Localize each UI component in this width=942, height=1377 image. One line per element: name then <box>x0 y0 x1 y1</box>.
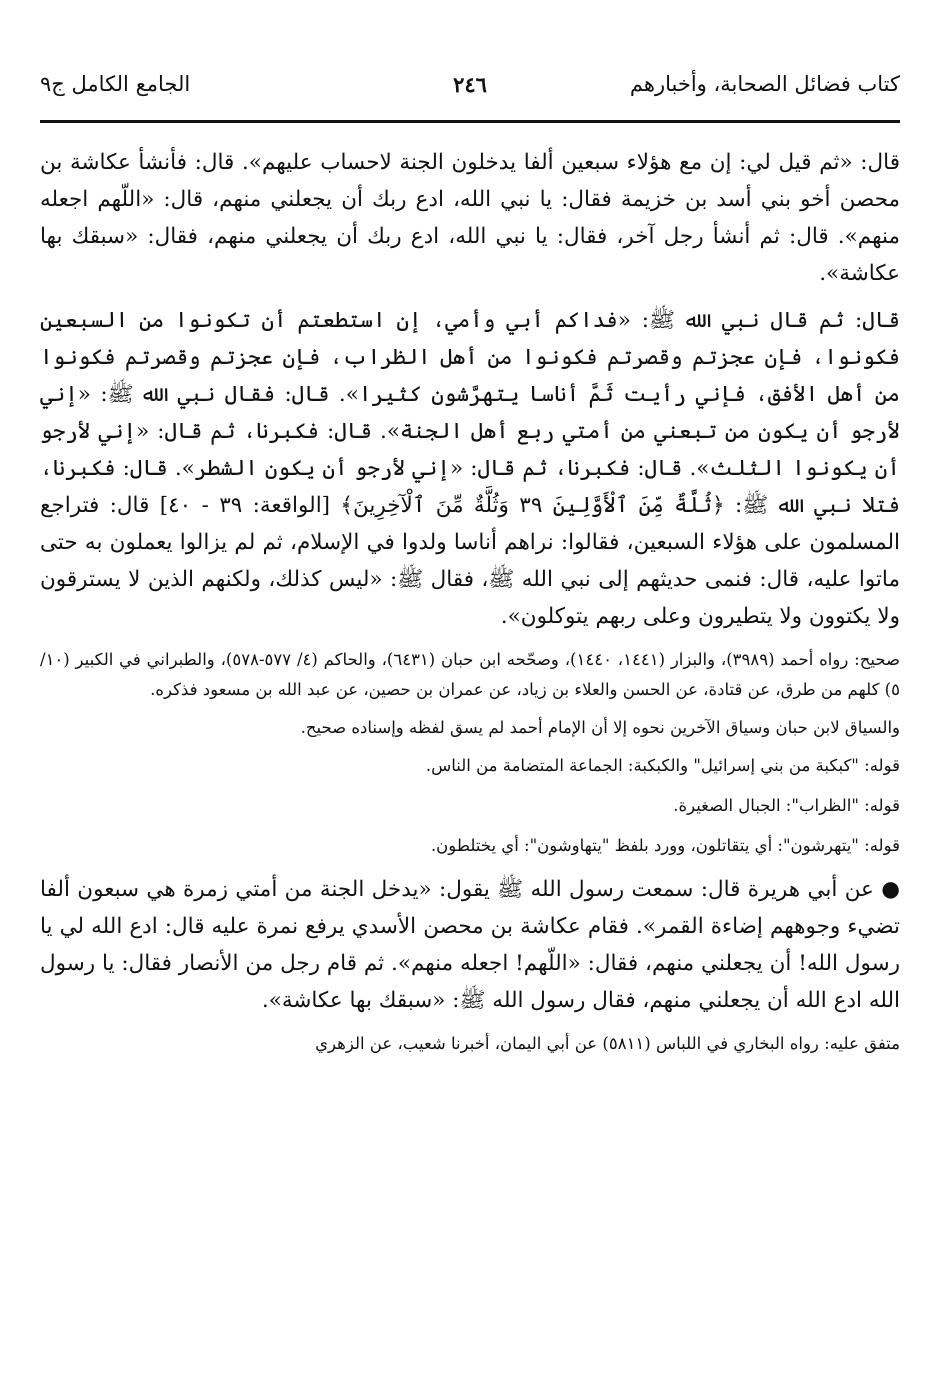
takhrij-text: صحيح: رواه أحمد (٣٩٨٩)، والبزار (١٤٤١، ١٤٤٠)، وصحّحه ابن حبان (٦٤٣١)، والحاكم (٤/ ٥٧٧-٥٧٨)، والطبراني في الكبير (١٠/ ٥) كلهم من طرق، عن قتادة، عن الحسن والعلاء بن زياد، عن عمران بن حصين، عن عبد الله بن مسعود فذكره. <box>40 650 901 699</box>
hadith-2: ● عن أبي هريرة قال: سمعت رسول الله ﷺ يقول: «يدخل الجنة من أمتي زمرة هي سبعون ألفا تضيء وجوههم إضاءة القمر». فقام عكاشة بن محصن الأسدي يرفع نمرة عليه قال: ادع الله لي يا رسول الله! أن يجعلني منهم، فقال: «اللّهم! اجعله منهم». ثم قام رجل من الأنصار فقال: يا رسول الله ادع الله أن يجعلني منهم، فقال رسول الله ﷺ: «سبقك بها عكاشة». <box>40 877 900 1013</box>
note-2: قوله: "الظراب": الجبال الصغيرة. <box>673 796 900 815</box>
page-number: ٢٤٦ <box>453 72 487 97</box>
book-title: كتاب فضائل الصحابة، وأخبارهم <box>629 72 900 96</box>
volume-label: الجامع الكامل ج٩ <box>40 72 191 96</box>
header-divider <box>40 120 900 123</box>
paragraph-1: قال: «ثم قيل لي: إن مع هؤلاء سبعين ألفا يدخلون الجنة لاحساب عليهم». قال: فأنشأ عكاشة بن محصن أخو بني أسد بن خزيمة فقال: يا نبي الله، ادع ربك أن يجعلني منهم، قال: «اللّهم اجعله منهم». قال: ثم أنشأ رجل آخر، فقال: يا نبي الله، ادع ربك أن يجعلني منهم، فقال: «سبقك بها عكاشة». <box>40 150 900 286</box>
takhrij-2-text: متفق عليه: رواه البخاري في اللباس (٥٨١١) عن أبي اليمان، أخبرنا شعيب، عن الزهري <box>315 1034 900 1053</box>
paragraph-2: قال: ثم قال نبي الله ﷺ: «فداكم أبي وأمي، إن استطعتم أن تكونوا من السبعين فكونوا، فإن عجزتم وقصرتم فكونوا من أهل الظراب، فإن عجزتم وقصرتم فكونوا من أهل الأفق، فإني رأيت ثَمَّ أناسا يتهرَّشون كثيرا». قال: فقال نبي الله ﷺ: «إني لأرجو أن يكون من تبعني من أمتي ربع أهل الجنة». قال: فكبرنا، ثم قال: «إني لأرجو أن يكونوا الثلث». قال: فكبرنا، ثم قال: «إني لأرجو أن يكون الشطر». قال: فكبرنا، فتلا نبي الله ﷺ: ﴿ثُلَّةٌ مِّنَ ٱلْأَوَّلِينَ ٣٩ وَثُلَّةٌ مِّنَ ٱلْآخِرِينَ﴾ [الواقعة: ٣٩ - ٤٠] قال: فتراجع المسلمون على هؤلاء السبعين، فقالوا: نراهم أناسا ولدوا في الإسلام، ثم لم يزالوا يعملون به حتى ماتوا عليه، قال: فنمى حديثهم إلى نبي الله ﷺ، فقال ﷺ: «ليس كذلك، ولكنهم الذين لا يسترقون ولا يكتوون ولا يتطيرون وعلى ربهم يتوكلون». <box>40 308 900 629</box>
page-body <box>40 144 900 1067</box>
note-1: قوله: "كبكبة من بني إسرائيل" والكبكبة: الجماعة المتضامة من الناس. <box>425 756 900 775</box>
siyaq-text: والسياق لابن حبان وسياق الآخرين نحوه إلا أن الإمام أحمد لم يسق لفظه وإسناده صحيح. <box>300 718 900 737</box>
page <box>40 60 900 1360</box>
page-header <box>40 60 900 116</box>
note-3: قوله: "يتهرشون": أي يتقاتلون، وورد بلفظ "يتهاوشون": أي يختلطون. <box>430 836 900 855</box>
